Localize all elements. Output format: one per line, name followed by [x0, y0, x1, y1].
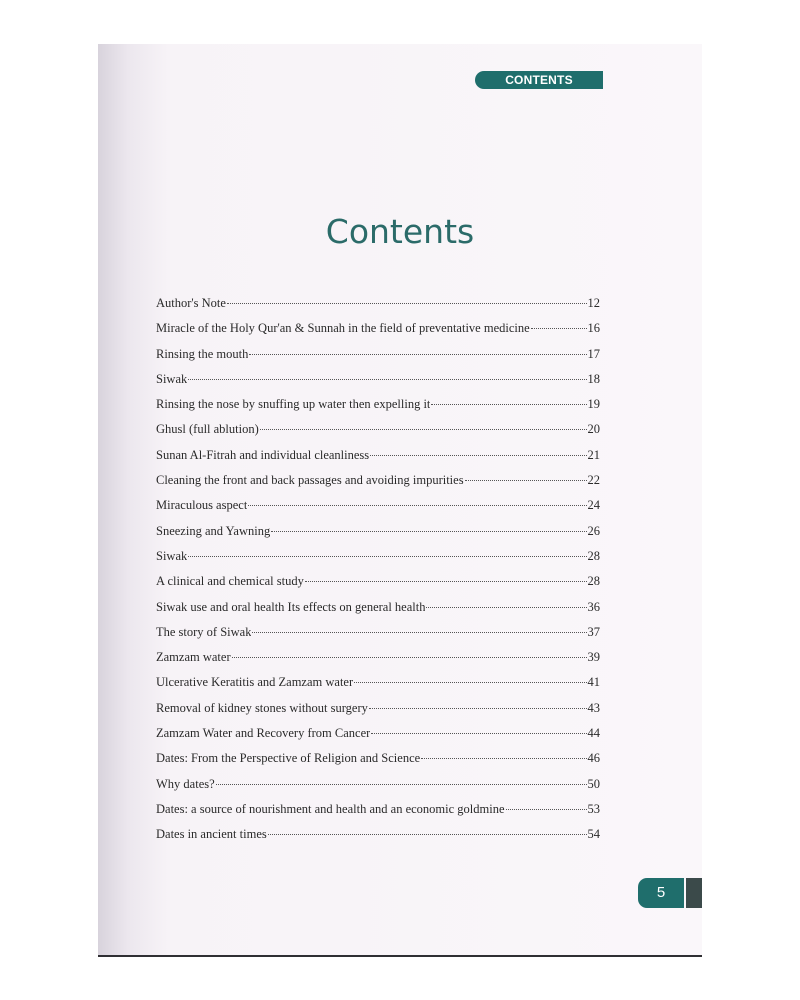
dot-leader — [506, 809, 587, 810]
toc-entry-title: Author's Note — [156, 296, 226, 310]
toc-entry — [156, 296, 600, 321]
toc-entry-page: 22 — [587, 473, 600, 488]
toc-entry-page: 17 — [587, 346, 600, 361]
page-title: Contents — [325, 212, 475, 251]
toc-entry-page: 24 — [587, 498, 600, 513]
toc-entry-page: 43 — [587, 700, 600, 715]
book-page — [98, 44, 702, 956]
toc-entry-page: 20 — [587, 422, 600, 437]
toc-entry-page: 54 — [587, 827, 600, 842]
toc-entry — [156, 473, 600, 498]
dot-leader — [531, 328, 587, 329]
toc-entry-title: Sunan Al-Fitrah and individual cleanliness — [156, 447, 370, 462]
toc-entry-page: 12 — [587, 296, 600, 310]
dot-leader — [260, 429, 587, 430]
toc-entry — [156, 600, 600, 625]
dot-leader — [268, 834, 587, 835]
toc-entry — [156, 574, 600, 599]
toc-entry-title: Miraculous aspect — [156, 498, 248, 513]
toc-entry-page: 19 — [587, 397, 600, 412]
toc-entry-title: Siwak use and oral health Its effects on general health — [156, 599, 426, 614]
dot-leader — [354, 682, 586, 683]
toc-entry-title: Siwak — [156, 548, 188, 563]
toc-entry — [156, 524, 600, 549]
toc-entry-page: 39 — [587, 650, 600, 665]
toc-entry-page: 28 — [587, 548, 600, 563]
toc-entry-title: Removal of kidney stones without surgery — [156, 700, 368, 715]
dot-leader — [371, 733, 586, 734]
toc-entry-title: Ulcerative Keratitis and Zamzam water — [156, 675, 354, 690]
toc-entry-title: Zamzam Water and Recovery from Cancer — [156, 726, 371, 741]
toc-entry-title: Dates: a source of nourishment and health and an economic goldmine — [156, 801, 505, 816]
toc-entry-title: Ghusl (full ablution) — [156, 422, 259, 437]
toc-entry-page: 26 — [587, 523, 600, 538]
toc-entry-page: 37 — [587, 624, 600, 639]
dot-leader — [252, 632, 586, 633]
page-bottom-edge — [98, 955, 702, 957]
dot-leader — [465, 480, 587, 481]
toc-entry — [156, 347, 600, 372]
toc-entry — [156, 372, 600, 397]
toc-entry-page: 21 — [587, 447, 600, 462]
dot-leader — [426, 607, 586, 608]
toc-entry-title: Why dates? — [156, 776, 215, 791]
toc-entry-page: 53 — [587, 801, 600, 816]
toc-entry-page: 44 — [587, 726, 600, 741]
toc-entry — [156, 625, 600, 650]
toc-entry-title: A clinical and chemical study — [156, 574, 304, 589]
toc-entry-title: Rinsing the nose by snuffing up water then expelling it — [156, 397, 431, 412]
dot-leader — [370, 455, 586, 456]
toc-entry-page: 50 — [587, 776, 600, 791]
dot-leader — [188, 379, 586, 380]
toc-entry-page: 36 — [587, 599, 600, 614]
page-edge-marker — [686, 878, 702, 908]
toc-entry — [156, 751, 600, 776]
toc-entry — [156, 549, 600, 574]
toc-entry — [156, 802, 600, 827]
toc-entry — [156, 422, 600, 447]
dot-leader — [249, 354, 586, 355]
toc-entry-page: 46 — [587, 751, 600, 766]
toc-entry-title: Miracle of the Holy Qur'an & Sunnah in the field of preventative medicine — [156, 321, 530, 336]
toc-entry — [156, 397, 600, 422]
toc-entry — [156, 827, 600, 852]
toc-entry — [156, 498, 600, 523]
toc-entry-title: Rinsing the mouth — [156, 346, 249, 361]
toc-entry — [156, 777, 600, 802]
dot-leader — [271, 531, 586, 532]
table-of-contents — [156, 296, 600, 853]
page-number-tab: 5 — [638, 878, 684, 908]
running-header-tab: CONTENTS — [475, 71, 603, 89]
toc-entry — [156, 675, 600, 700]
toc-entry — [156, 321, 600, 346]
toc-entry-page: 16 — [587, 321, 600, 336]
toc-entry-page: 18 — [587, 371, 600, 386]
toc-entry — [156, 701, 600, 726]
toc-entry-title: The story of Siwak — [156, 624, 252, 639]
toc-entry-title: Sneezing and Yawning — [156, 523, 271, 538]
dot-leader — [227, 303, 587, 304]
toc-entry — [156, 448, 600, 473]
toc-entry-title: Siwak — [156, 371, 188, 386]
dot-leader — [431, 404, 586, 405]
toc-entry-title: Cleaning the front and back passages and avoiding impurities — [156, 473, 464, 488]
toc-entry-page: 41 — [587, 675, 600, 690]
dot-leader — [421, 758, 586, 759]
dot-leader — [305, 581, 587, 582]
dot-leader — [369, 708, 587, 709]
dot-leader — [232, 657, 587, 658]
toc-entry — [156, 650, 600, 675]
toc-entry-title: Dates in ancient times — [156, 827, 267, 842]
toc-entry — [156, 726, 600, 751]
dot-leader — [216, 784, 587, 785]
dot-leader — [248, 505, 586, 506]
toc-entry-page: 28 — [587, 574, 600, 589]
dot-leader — [188, 556, 586, 557]
toc-entry-title: Zamzam water — [156, 650, 231, 665]
toc-entry-title: Dates: From the Perspective of Religion and Science — [156, 751, 421, 766]
